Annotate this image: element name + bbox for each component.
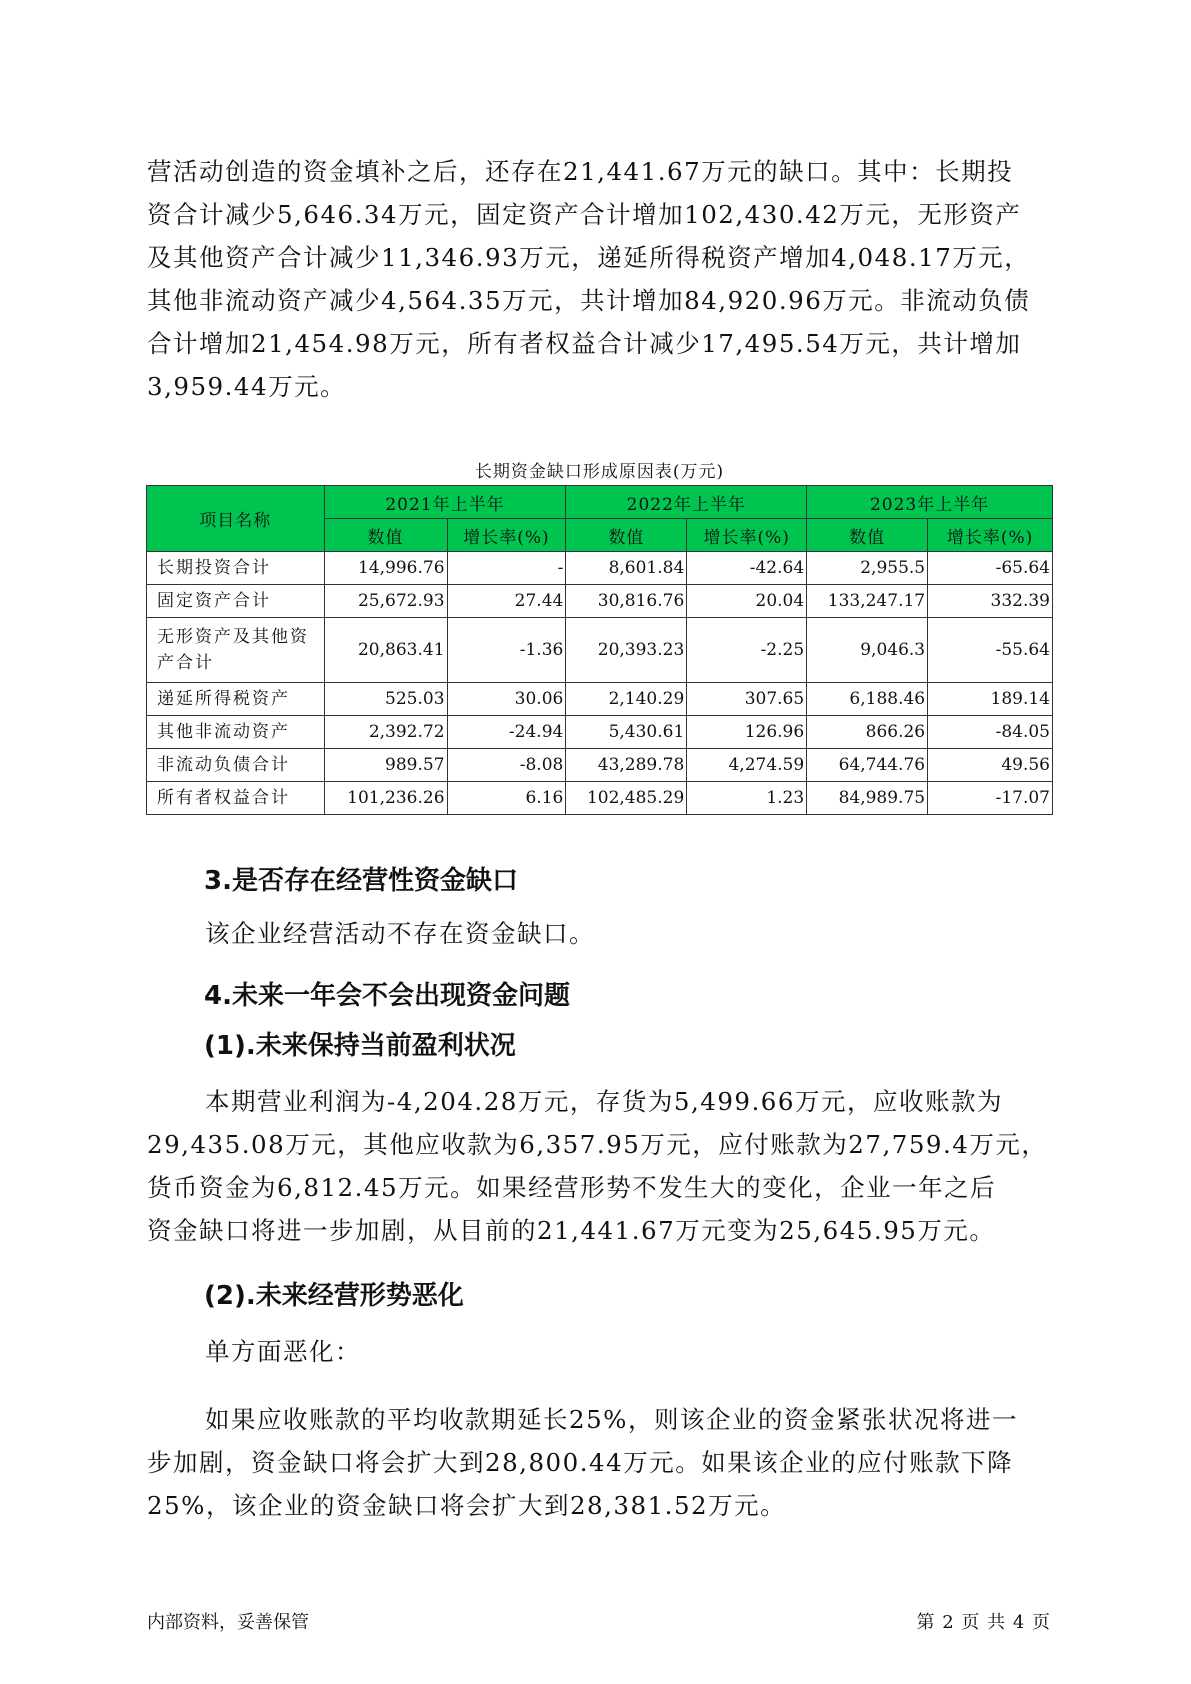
row-name: 其他非流动资产 [147, 716, 325, 749]
cell: 332.39 [928, 585, 1053, 618]
cell: 20.04 [687, 585, 807, 618]
text-line: 货币资金为6,812.45万元。如果经营形势不发生大的变化，企业一年之后 [147, 1173, 997, 1202]
cell: -42.64 [687, 552, 807, 585]
table-row [147, 716, 1053, 749]
growth-header: 增长率(%) [687, 519, 807, 552]
table-row [147, 749, 1053, 782]
cell: 307.65 [687, 683, 807, 716]
cell: 6.16 [447, 782, 566, 815]
text-line: 营活动创造的资金填补之后，还存在21,441.67万元的缺口。其中：长期投 [147, 157, 1014, 186]
cell: -17.07 [928, 782, 1053, 815]
cell: 2,140.29 [566, 683, 687, 716]
text-line: 如果应收账款的平均收款期延长25%，则该企业的资金紧张状况将进一 [205, 1405, 1018, 1434]
page-number: 第 2 页 共 4 页 [916, 1612, 1051, 1633]
subsection-1-paragraph [147, 1080, 1052, 1252]
text-line: 本期营业利润为-4,204.28万元，存货为5,499.66万元，应收账款为 [205, 1087, 1003, 1116]
growth-header: 增长率(%) [928, 519, 1053, 552]
cell: 30.06 [447, 683, 566, 716]
section-4-heading: 4.未来一年会不会出现资金问题 [204, 981, 570, 1011]
subsection-2-intro [147, 1330, 1052, 1373]
section-3-heading: 3.是否存在经营性资金缺口 [204, 866, 518, 896]
table-row [147, 782, 1053, 815]
row-name: 递延所得税资产 [147, 683, 325, 716]
cell: 126.96 [687, 716, 807, 749]
long-term-gap-table [146, 485, 1053, 815]
cell: -8.08 [447, 749, 566, 782]
period-header: 2021年上半年 [324, 486, 566, 519]
value-header: 数值 [324, 519, 447, 552]
cell: 2,392.72 [324, 716, 447, 749]
footer-confidential-note: 内部资料，妥善保管 [147, 1612, 309, 1633]
text-line: 29,435.08万元，其他应收款为6,357.95万元，应付账款为27,759.4万元， [147, 1130, 1048, 1159]
text-line: 资合计减少5,646.34万元，固定资产合计增加102,430.42万元，无形资产 [147, 200, 1022, 229]
item-name-header: 项目名称 [147, 486, 325, 552]
cell: 102,485.29 [566, 782, 687, 815]
subsection-1-heading: (1).未来保持当前盈利状况 [204, 1031, 516, 1061]
cell: 30,816.76 [566, 585, 687, 618]
cell: -24.94 [447, 716, 566, 749]
cell: 133,247.17 [807, 585, 928, 618]
period-header: 2023年上半年 [807, 486, 1053, 519]
cell: 866.26 [807, 716, 928, 749]
cell: 2,955.5 [807, 552, 928, 585]
cell: 20,863.41 [324, 618, 447, 683]
cell: 5,430.61 [566, 716, 687, 749]
text-line: 及其他资产合计减少11,346.93万元，递延所得税资产增加4,048.17万元， [147, 243, 1031, 272]
table-row [147, 552, 1053, 585]
text-line: 3,959.44万元。 [147, 372, 347, 401]
text-line: 单方面恶化： [205, 1337, 361, 1366]
cell: -1.36 [447, 618, 566, 683]
cell: 84,989.75 [807, 782, 928, 815]
cell: -55.64 [928, 618, 1053, 683]
subsection-2-heading: (2).未来经营形势恶化 [204, 1281, 464, 1311]
row-name: 非流动负债合计 [147, 749, 325, 782]
value-header: 数值 [566, 519, 687, 552]
row-name: 长期投资合计 [147, 552, 325, 585]
intro-paragraph [147, 150, 1052, 408]
cell: 6,188.46 [807, 683, 928, 716]
cell: 14,996.76 [324, 552, 447, 585]
value-header: 数值 [807, 519, 928, 552]
period-header: 2022年上半年 [566, 486, 807, 519]
text-line: 合计增加21,454.98万元，所有者权益合计减少17,495.54万元，共计增加 [147, 329, 1022, 358]
cell: 20,393.23 [566, 618, 687, 683]
cell: 9,046.3 [807, 618, 928, 683]
text-line: 该企业经营活动不存在资金缺口。 [205, 919, 595, 948]
text-line: 资金缺口将进一步加剧，从目前的21,441.67万元变为25,645.95万元。 [147, 1216, 996, 1245]
growth-header: 增长率(%) [447, 519, 566, 552]
table-row [147, 683, 1053, 716]
subsection-2-paragraph [147, 1398, 1052, 1527]
cell: 64,744.76 [807, 749, 928, 782]
cell: 4,274.59 [687, 749, 807, 782]
section-3-text [147, 912, 1052, 955]
cell: 25,672.93 [324, 585, 447, 618]
cell: 525.03 [324, 683, 447, 716]
table-caption: 长期资金缺口形成原因表(万元) [474, 462, 725, 482]
table-row [147, 585, 1053, 618]
cell: -2.25 [687, 618, 807, 683]
cell: 49.56 [928, 749, 1053, 782]
cell: 989.57 [324, 749, 447, 782]
text-line: 步加剧，资金缺口将会扩大到28,800.44万元。如果该企业的应付账款下降 [147, 1448, 1014, 1477]
cell: 43,289.78 [566, 749, 687, 782]
table-row [147, 618, 1053, 683]
cell: -84.05 [928, 716, 1053, 749]
cell: 1.23 [687, 782, 807, 815]
row-name: 所有者权益合计 [147, 782, 325, 815]
cell: - [447, 552, 566, 585]
cell: 101,236.26 [324, 782, 447, 815]
row-name: 固定资产合计 [147, 585, 325, 618]
cell: 189.14 [928, 683, 1053, 716]
cell: 8,601.84 [566, 552, 687, 585]
text-line: 25%，该企业的资金缺口将会扩大到28,381.52万元。 [147, 1491, 787, 1520]
row-name: 无形资产及其他资产合计 [147, 618, 325, 683]
cell: -65.64 [928, 552, 1053, 585]
text-line: 其他非流动资产减少4,564.35万元，共计增加84,920.96万元。非流动负债 [147, 286, 1031, 315]
cell: 27.44 [447, 585, 566, 618]
